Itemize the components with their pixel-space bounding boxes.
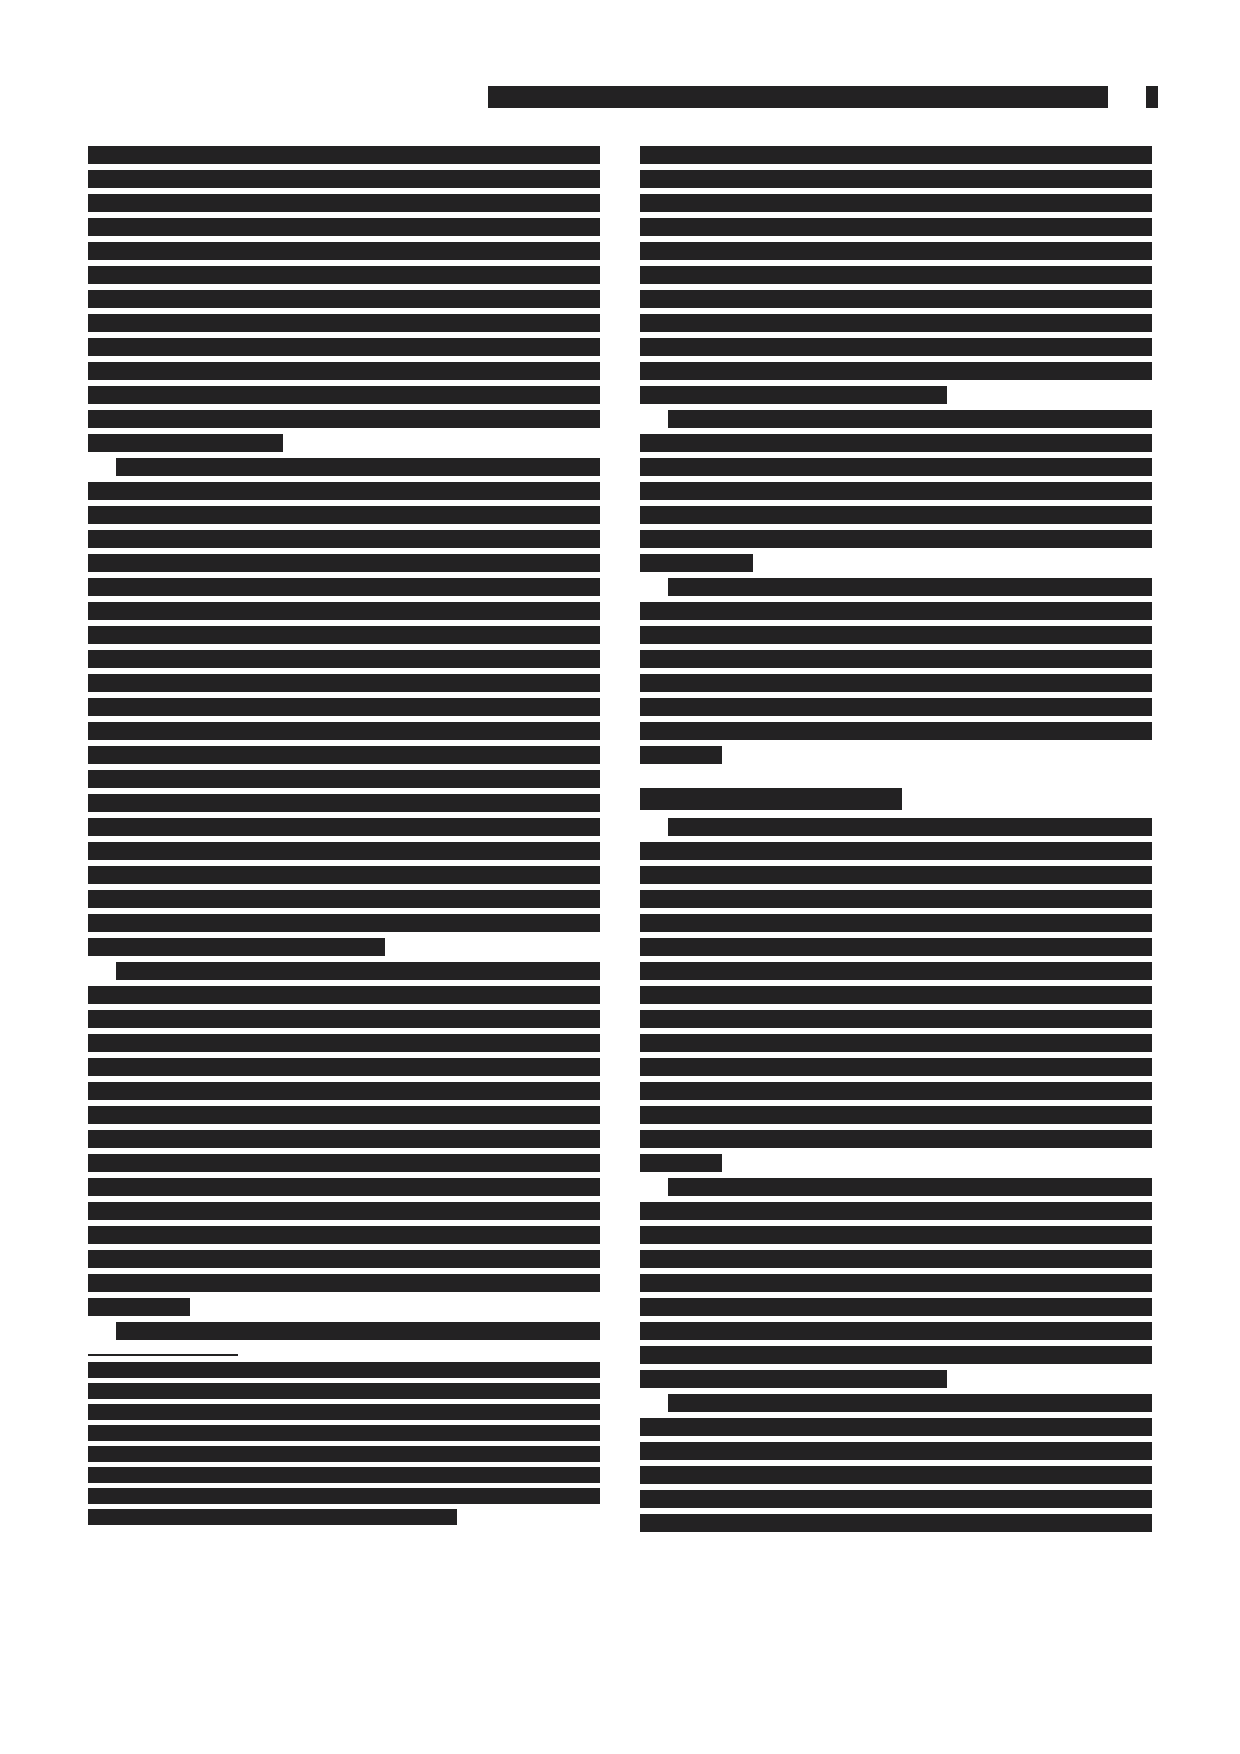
text-line — [668, 410, 1152, 428]
text-line — [640, 530, 1152, 548]
text-line — [88, 626, 600, 644]
text-line — [640, 602, 1152, 620]
text-line — [88, 650, 600, 668]
text-line — [88, 914, 600, 932]
text-line — [88, 1250, 600, 1268]
footnote-line — [88, 1362, 600, 1378]
text-line — [88, 242, 600, 260]
text-line — [88, 842, 600, 860]
text-line — [640, 1202, 1152, 1220]
text-line — [640, 1106, 1152, 1124]
text-line — [88, 746, 600, 764]
text-line — [640, 1154, 722, 1172]
text-line — [88, 1106, 600, 1124]
text-line — [640, 1298, 1152, 1316]
text-line — [640, 434, 1152, 452]
footnote-line — [88, 1467, 600, 1483]
text-line — [88, 818, 600, 836]
text-line — [640, 674, 1152, 692]
text-line — [88, 266, 600, 284]
text-line — [88, 674, 600, 692]
text-line — [640, 866, 1152, 884]
right-column — [640, 146, 1152, 1538]
text-line — [640, 626, 1152, 644]
text-line — [88, 554, 600, 572]
text-line — [88, 146, 600, 164]
text-line — [88, 1154, 600, 1172]
text-line — [640, 362, 1152, 380]
text-line — [640, 1058, 1152, 1076]
text-line — [640, 1034, 1152, 1052]
text-line — [640, 650, 1152, 668]
text-line — [88, 482, 600, 500]
footnote-line — [88, 1383, 600, 1399]
text-line — [640, 218, 1152, 236]
text-line — [640, 338, 1152, 356]
text-line — [640, 722, 1152, 740]
text-line — [88, 530, 600, 548]
text-line — [640, 1274, 1152, 1292]
text-line — [88, 1082, 600, 1100]
text-line — [640, 458, 1152, 476]
text-line — [88, 386, 600, 404]
text-line — [88, 1274, 600, 1292]
text-line — [640, 890, 1152, 908]
text-line — [640, 1490, 1152, 1508]
left-column — [88, 146, 600, 1530]
text-line — [88, 1178, 600, 1196]
text-line — [640, 1130, 1152, 1148]
text-line — [640, 1082, 1152, 1100]
text-line — [116, 962, 600, 980]
text-line — [88, 866, 600, 884]
text-line — [88, 1226, 600, 1244]
text-line — [668, 1178, 1152, 1196]
text-line — [88, 194, 600, 212]
text-line — [640, 1346, 1152, 1364]
text-line — [640, 242, 1152, 260]
text-line — [640, 1418, 1152, 1436]
text-line — [116, 1322, 600, 1340]
footnote-line — [88, 1509, 457, 1525]
text-line — [88, 1058, 600, 1076]
text-line — [640, 914, 1152, 932]
text-line — [640, 290, 1152, 308]
text-line — [640, 170, 1152, 188]
text-line — [88, 1130, 600, 1148]
text-line — [88, 1034, 600, 1052]
text-line — [640, 986, 1152, 1004]
text-line — [88, 578, 600, 596]
text-line — [668, 578, 1152, 596]
text-line — [640, 386, 947, 404]
text-line — [668, 1394, 1152, 1412]
text-line — [88, 410, 600, 428]
running-header — [488, 86, 1108, 108]
text-line — [640, 746, 722, 764]
text-line — [88, 722, 600, 740]
text-line — [640, 962, 1152, 980]
text-line — [640, 146, 1152, 164]
text-line — [640, 1010, 1152, 1028]
text-line — [88, 938, 385, 956]
text-line — [640, 698, 1152, 716]
text-line — [88, 290, 600, 308]
text-line — [640, 554, 753, 572]
text-line — [88, 698, 600, 716]
text-line — [88, 1010, 600, 1028]
text-line — [88, 1298, 190, 1316]
text-line — [668, 818, 1152, 836]
text-line — [640, 1466, 1152, 1484]
text-line — [88, 362, 600, 380]
text-line — [640, 1250, 1152, 1268]
text-line — [88, 314, 600, 332]
text-line — [640, 1514, 1152, 1532]
footnote-line — [88, 1446, 600, 1462]
text-line — [88, 770, 600, 788]
text-line — [88, 506, 600, 524]
text-line — [88, 434, 283, 452]
text-line — [640, 266, 1152, 284]
text-line — [640, 1442, 1152, 1460]
text-line — [640, 1370, 947, 1388]
text-line — [116, 458, 600, 476]
text-line — [640, 938, 1152, 956]
footnote-line — [88, 1425, 600, 1441]
text-line — [88, 1202, 600, 1220]
text-line — [640, 842, 1152, 860]
footnote-line — [88, 1404, 600, 1420]
text-line — [640, 1322, 1152, 1340]
text-line — [88, 986, 600, 1004]
text-line — [88, 602, 600, 620]
text-line — [640, 1226, 1152, 1244]
footnote-rule — [88, 1354, 238, 1356]
text-line — [640, 194, 1152, 212]
footnote-line — [88, 1488, 600, 1504]
text-line — [88, 218, 600, 236]
text-line — [88, 890, 600, 908]
text-line — [88, 170, 600, 188]
text-line — [640, 314, 1152, 332]
text-line — [88, 794, 600, 812]
text-line — [640, 482, 1152, 500]
text-line — [640, 506, 1152, 524]
section-heading — [640, 788, 902, 810]
text-line — [88, 338, 600, 356]
page-number — [1146, 86, 1158, 108]
